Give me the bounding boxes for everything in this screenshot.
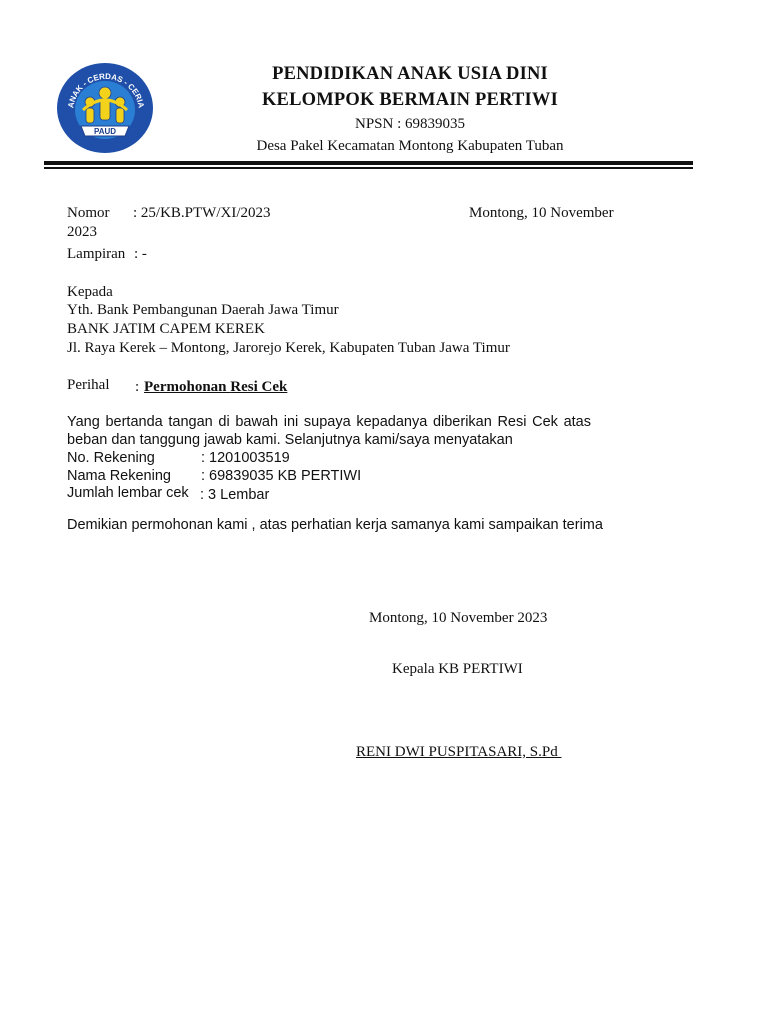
letter-date-year: 2023 bbox=[67, 224, 97, 240]
subject-label: Perihal bbox=[67, 377, 110, 393]
logo-arc-text: ANAK - CERDAS - CERIA bbox=[66, 71, 146, 109]
recipient-line-3: Jl. Raya Kerek – Montong, Jarorejo Kerek, Kabupaten Tuban Jawa Timur bbox=[67, 340, 510, 356]
field-label-nama-rekening: Nama Rekening bbox=[67, 468, 171, 484]
lampiran-value: : - bbox=[134, 246, 147, 262]
signature-position: Kepala KB PERTIWI bbox=[392, 661, 523, 677]
subject-colon: : bbox=[135, 379, 140, 395]
field-value-rekening: : 1201003519 bbox=[201, 450, 290, 466]
header-divider-thick bbox=[44, 161, 693, 165]
header-divider-thin bbox=[44, 167, 693, 169]
signatory-name: RENI DWI PUSPITASARI, S.Pd bbox=[356, 744, 562, 760]
letter-date: Montong, 10 November bbox=[469, 205, 614, 221]
subject-value bbox=[144, 379, 287, 396]
field-label-rekening: No. Rekening bbox=[67, 450, 155, 466]
paud-logo-icon bbox=[55, 60, 155, 156]
body-paragraph-line-1: Yang bertanda tangan di bawah ini supaya kepadanya diberikan Resi Cek atas bbox=[67, 414, 591, 430]
subject-value-part-2: Resi Cek bbox=[230, 379, 288, 395]
signature-date: Montong, 10 November 2023 bbox=[369, 610, 548, 626]
recipient-kepada: Kepada bbox=[67, 284, 113, 300]
body-paragraph-line-2: beban dan tanggung jawab kami. Selanjutnya kami/saya menyatakan bbox=[67, 432, 513, 448]
subject-value-part-1: Permohonan bbox=[144, 379, 227, 395]
institution-type: PENDIDIKAN ANAK USIA DINI bbox=[272, 64, 548, 84]
nomor-value: : 25/KB.PTW/XI/2023 bbox=[133, 205, 271, 221]
closing-sentence: Demikian permohonan kami , atas perhatian kerja samanya kami sampaikan terima bbox=[67, 517, 603, 533]
lampiran-label: Lampiran bbox=[67, 246, 126, 262]
recipient-line-2: BANK JATIM CAPEM KEREK bbox=[67, 321, 265, 337]
field-value-jumlah-cek: : 3 Lembar bbox=[200, 487, 270, 503]
institution-name: KELOMPOK BERMAIN PERTIWI bbox=[261, 90, 559, 110]
field-value-nama-rekening: : 69839035 KB PERTIWI bbox=[201, 468, 362, 484]
logo-banner-text: PAUD bbox=[93, 127, 117, 136]
nomor-label: Nomor bbox=[67, 205, 110, 221]
institution-address: Desa Pakel Kecamatan Montong Kabupaten Tuban bbox=[256, 138, 564, 154]
field-label-jumlah-cek: Jumlah lembar cek bbox=[67, 485, 189, 501]
npsn: NPSN : 69839035 bbox=[354, 116, 466, 132]
recipient-line-1: Yth. Bank Pembangunan Daerah Jawa Timur bbox=[67, 302, 339, 318]
